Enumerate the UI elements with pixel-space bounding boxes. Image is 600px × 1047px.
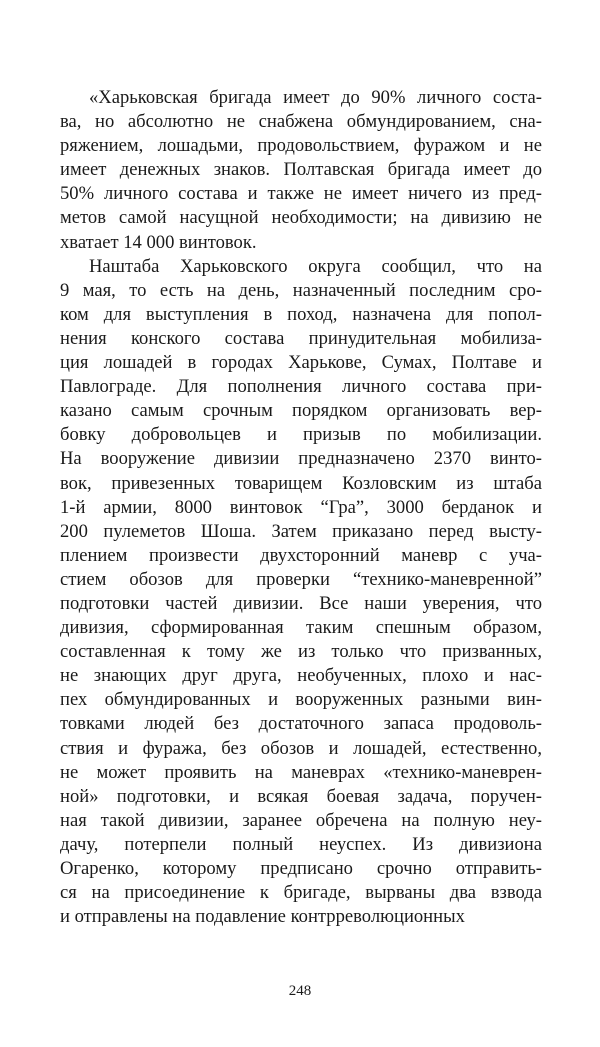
text-line: ция лошадей в городах Харькове, Сумах, Полтаве и bbox=[60, 352, 542, 374]
text-line: 200 пулеметов Шоша. Затем приказано перед высту- bbox=[60, 520, 542, 542]
text-line: ной» подготовки, и всякая боевая задача, поручен- bbox=[60, 785, 542, 807]
text-line: и отправлены на подавление контрреволюционных bbox=[60, 906, 465, 928]
text-line: ся на присоединение к бригаде, вырваны два взвода bbox=[60, 882, 542, 904]
body-text bbox=[60, 86, 542, 929]
text-line: товками людей без достаточного запаса продоволь- bbox=[60, 713, 542, 735]
text-line: метов самой насущной необходимости; на дивизию не bbox=[60, 207, 542, 229]
text-line: ряжением, лошадьми, продовольствием, фуражом и не bbox=[60, 135, 542, 157]
text-line: пех обмундированных и вооруженных разными вин- bbox=[60, 689, 542, 711]
text-line: ва, но абсолютно не снабжена обмундированием, сна- bbox=[60, 111, 542, 133]
text-line: бовку добровольцев и призыв по мобилизации. bbox=[60, 424, 542, 446]
text-line: не знающих друг друга, необученных, плохо и нас- bbox=[60, 665, 542, 687]
text-line: Павлограде. Для пополнения личного состава при- bbox=[60, 376, 542, 398]
text-line: составленная к тому же из только что призванных, bbox=[60, 641, 542, 663]
text-line: дачу, потерпели полный неуспех. Из дивизиона bbox=[60, 833, 542, 855]
text-line: ком для выступления в поход, назначена для попол- bbox=[60, 303, 542, 325]
text-line: нения конского состава принудительная мобилиза- bbox=[60, 327, 542, 349]
text-line: хватает 14 000 винтовок. bbox=[60, 231, 257, 253]
text-line: плением произвести двухсторонний маневр с уча- bbox=[60, 544, 542, 566]
text-line: «Харьковская бригада имеет до 90% личного соста- bbox=[89, 87, 542, 108]
text-line: не может проявить на маневрах «технико-маневрен- bbox=[60, 761, 542, 783]
text-line: имеет денежных знаков. Полтавская бригада имеет до bbox=[60, 159, 542, 181]
text-line: дивизия, сформированная таким спешным образом, bbox=[60, 617, 542, 639]
text-line: стием обозов для проверки “технико-маневренной” bbox=[60, 568, 542, 590]
text-line: Наштаба Харьковского округа сообщил, что на bbox=[89, 255, 542, 277]
text-line: ная такой дивизии, заранее обречена на полную неу- bbox=[60, 809, 542, 831]
text-line: 9 мая, то есть на день, назначенный последним сро- bbox=[60, 279, 542, 301]
text-line: Огаренко, которому предписано срочно отправить- bbox=[60, 858, 542, 879]
text-line: ствия и фуража, без обозов и лошадей, естественно, bbox=[60, 737, 542, 759]
text-line: На вооружение дивизии предназначено 2370 винто- bbox=[60, 448, 542, 470]
text-line: казано самым срочным порядком организовать вер- bbox=[60, 400, 542, 422]
text-line: 1-й армии, 8000 винтовок “Гра”, 3000 берданок и bbox=[60, 496, 542, 518]
text-line: подготовки частей дивизии. Все наши уверения, что bbox=[60, 592, 542, 614]
text-line: 50% личного состава и также не имеет ничего из пред- bbox=[60, 183, 542, 205]
page-number: 248 bbox=[288, 983, 312, 999]
text-line: вок, привезенных товарищем Козловским из штаба bbox=[60, 472, 542, 494]
